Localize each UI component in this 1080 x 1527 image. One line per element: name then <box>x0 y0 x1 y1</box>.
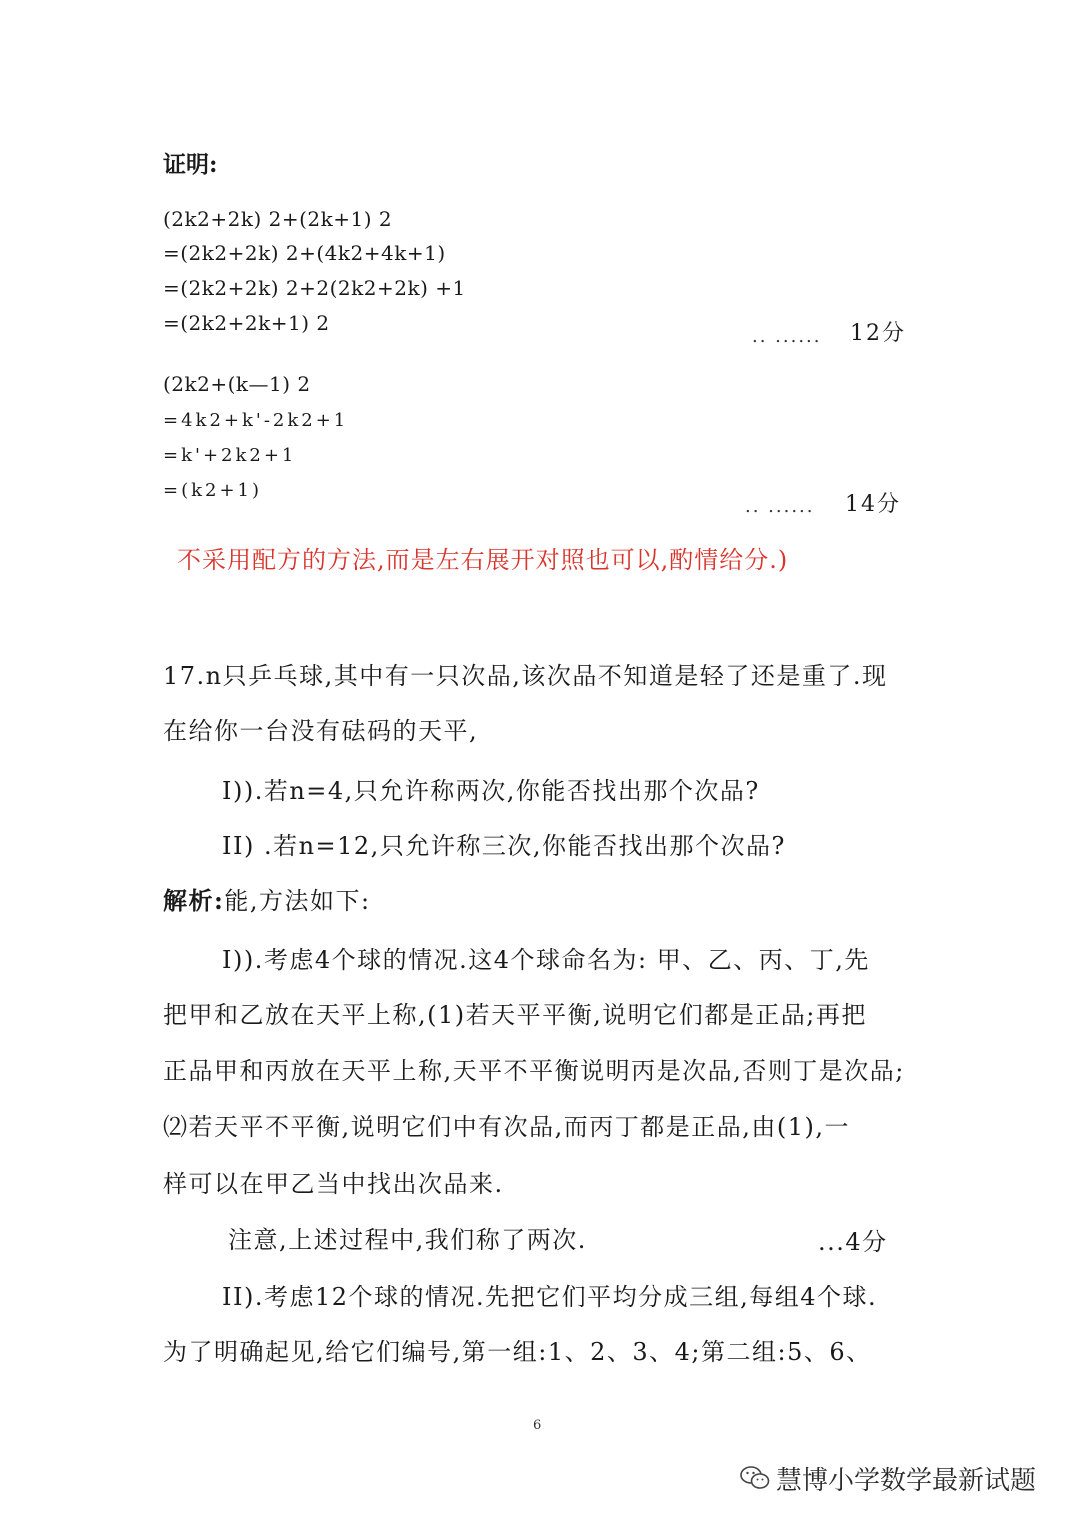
equation-line: =(2k2+2k+1) 2 <box>163 311 330 335</box>
watermark <box>740 1460 1036 1498</box>
analysis-line: II).考虑12个球的情况.先把它们平均分成三组,每组4个球. <box>222 1283 878 1311</box>
equation-line: =4k2+k'-2k2+1 <box>163 410 349 431</box>
score-12: 12分 <box>850 321 906 346</box>
question-text: 17.n只乒乓球,其中有一只次品,该次品不知道是轻了还是重了.现 <box>163 662 888 690</box>
analysis-intro: 能,方法如下: <box>224 887 371 915</box>
analysis-label: 解析: <box>163 886 225 915</box>
question-part-1: I)).若n=4,只允许称两次,你能否找出那个次品? <box>222 777 760 805</box>
equation-line: =(k2+1) <box>163 480 263 501</box>
question-text: 在给你一台没有砝码的天平, <box>163 717 479 745</box>
score-leader-dots: .. ...... <box>745 496 815 517</box>
analysis-line: 把甲和乙放在天平上称,(1)若天平平衡,说明它们都是正品;再把 <box>163 1001 867 1029</box>
grading-note: 不采用配方的方法,而是左右展开对照也可以,酌情给分.) <box>177 546 789 574</box>
score-4: ...4分 <box>818 1228 888 1256</box>
analysis-note: 注意,上述过程中,我们称了两次. <box>228 1226 587 1254</box>
analysis-line: I)).考虑4个球的情况.这4个球命名为: 甲、乙、丙、丁,先 <box>222 946 870 974</box>
equation-line: =(2k2+2k) 2+(4k2+4k+1) <box>163 241 446 265</box>
proof-title: 证明: <box>163 151 218 178</box>
wechat-icon <box>740 1465 770 1498</box>
equation-line: =k'+2k2+1 <box>163 445 297 466</box>
page-number: 6 <box>533 1418 542 1433</box>
analysis-heading <box>163 881 371 916</box>
score-leader-dots: .. ...... <box>752 326 822 347</box>
question-part-2: II) .若n=12,只允许称三次,你能否找出那个次品? <box>222 832 786 860</box>
watermark-text: 慧博小学数学最新试题 <box>776 1466 1037 1496</box>
equation-line: (2k2+2k) 2+(2k+1) 2 <box>163 207 393 231</box>
analysis-line: 样可以在甲乙当中找出次品来. <box>163 1170 504 1198</box>
equation-line: (2k2+(k—1) 2 <box>163 372 311 396</box>
equation-line: =(2k2+2k) 2+2(2k2+2k) +1 <box>163 276 466 300</box>
analysis-line: ⑵若天平不平衡,说明它们中有次品,而丙丁都是正品,由(1),一 <box>163 1113 851 1141</box>
score-14: 14分 <box>845 492 901 517</box>
analysis-line: 为了明确起见,给它们编号,第一组:1、2、3、4;第二组:5、6、 <box>163 1338 872 1366</box>
analysis-line: 正品甲和丙放在天平上称,天平不平衡说明丙是次品,否则丁是次品; <box>163 1057 905 1085</box>
